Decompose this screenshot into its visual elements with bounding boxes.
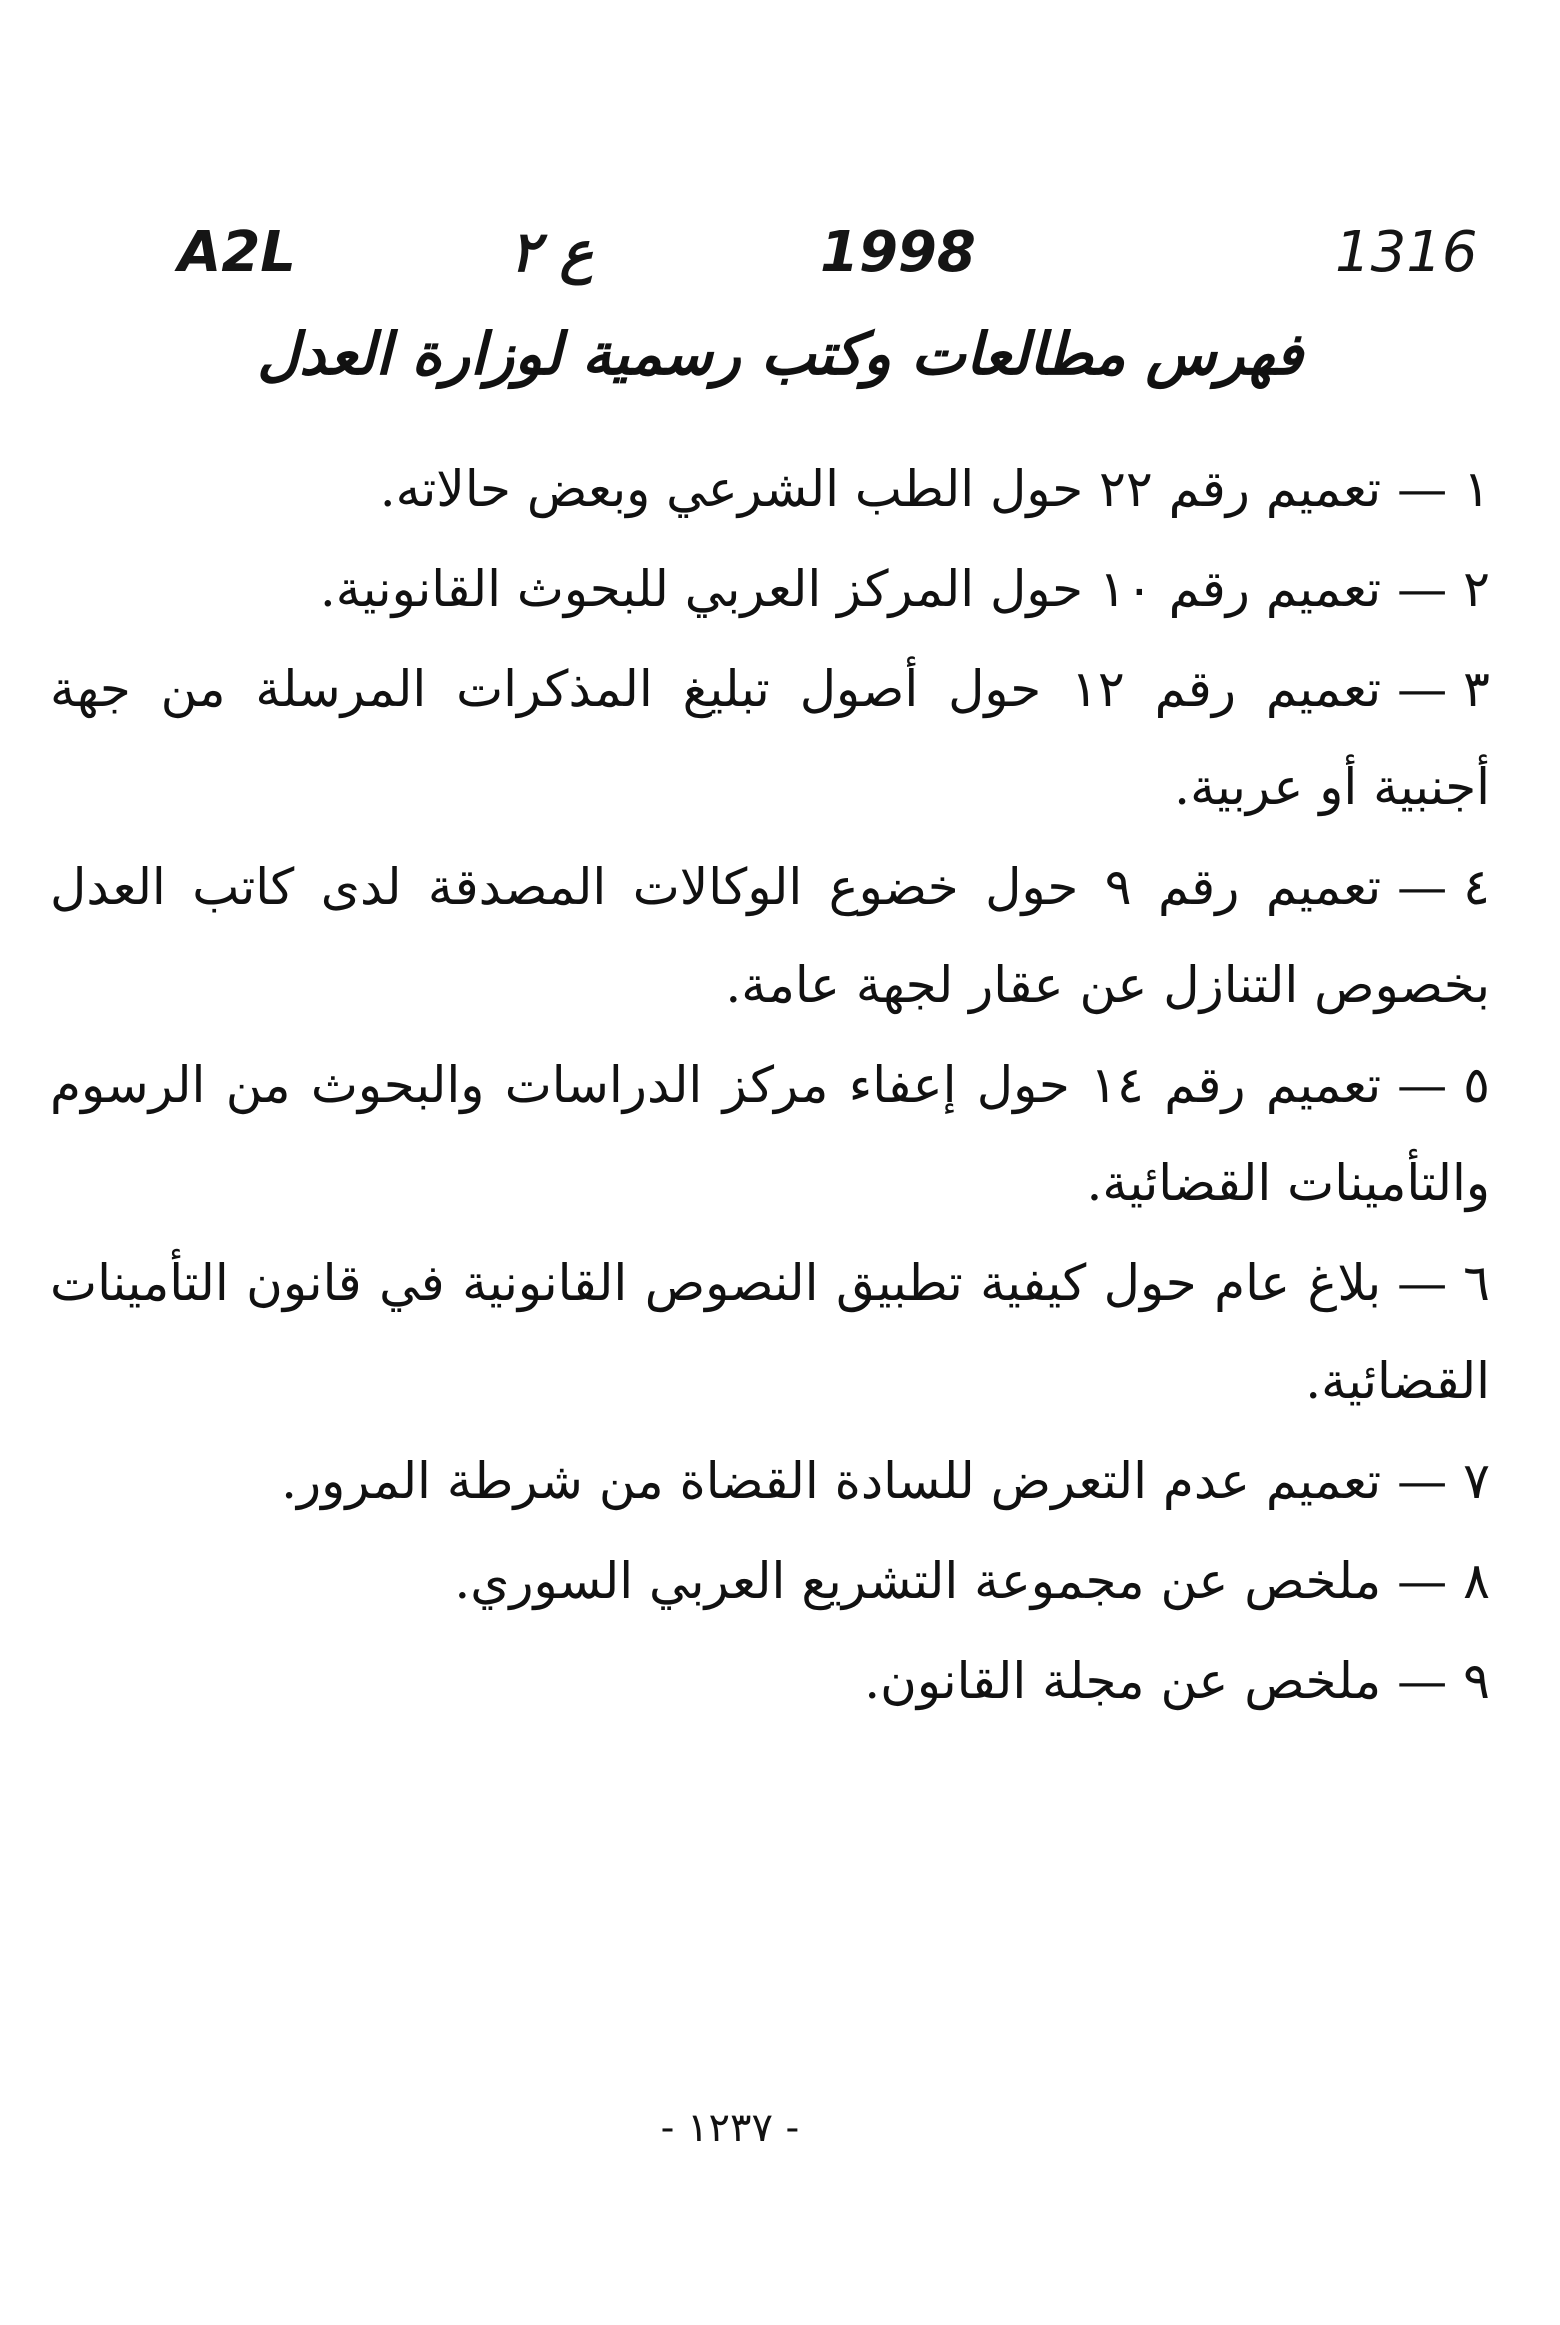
index-list xyxy=(50,440,1490,1732)
item-text: ملخص عن مجموعة التشريع العربي السوري. xyxy=(454,1552,1382,1610)
item-number: ٣ xyxy=(1463,660,1490,718)
page-number: - ١٢٣٧ - xyxy=(660,2105,800,2151)
item-text: ملخص عن مجلة القانون. xyxy=(864,1652,1382,1710)
item-number: ٨ xyxy=(1463,1552,1490,1610)
list-item xyxy=(50,640,1490,836)
item-text: تعميم عدم التعرض للسادة القضاة من شرطة المرور. xyxy=(281,1452,1382,1510)
handwritten-annotation-volume: ع ٢ xyxy=(510,220,593,285)
item-number: ٥ xyxy=(1463,1056,1491,1114)
page-title: فهرس مطالعات وكتب رسمية لوزارة العدل xyxy=(257,320,1303,388)
item-number: ٦ xyxy=(1463,1254,1490,1312)
item-dash: — xyxy=(1397,460,1448,518)
list-item xyxy=(50,1234,1490,1430)
item-dash: — xyxy=(1397,660,1448,718)
item-dash: — xyxy=(1397,1056,1448,1114)
list-item xyxy=(50,540,1490,638)
list-item xyxy=(50,838,1490,1034)
list-item xyxy=(50,1432,1490,1530)
handwritten-annotation-left: A2L xyxy=(178,220,296,285)
item-dash: — xyxy=(1397,1452,1448,1510)
item-dash: — xyxy=(1397,1652,1448,1710)
item-number: ٢ xyxy=(1463,560,1490,618)
list-item xyxy=(50,440,1490,538)
item-text: تعميم رقم ١٠ حول المركز العربي للبحوث القانونية. xyxy=(319,560,1382,618)
list-item xyxy=(50,1632,1490,1730)
item-number: ١ xyxy=(1463,460,1490,518)
item-text: تعميم رقم ٢٢ حول الطب الشرعي وبعض حالاته. xyxy=(379,460,1382,518)
handwritten-annotation-year: 1998 xyxy=(820,220,976,285)
item-dash: — xyxy=(1397,1552,1448,1610)
item-number: ٤ xyxy=(1463,858,1490,916)
handwritten-annotation-code: 1316 xyxy=(1335,220,1478,285)
item-number: ٧ xyxy=(1463,1452,1490,1510)
list-item xyxy=(50,1036,1490,1232)
item-number: ٩ xyxy=(1463,1652,1490,1710)
item-dash: — xyxy=(1397,1254,1448,1312)
item-text: تعميم رقم ٩ حول خضوع الوكالات المصدقة لدى كاتب العدل بخصوص التنازل عن عقار لجهة عامة. xyxy=(50,858,1490,1014)
item-text: تعميم رقم ١٢ حول أصول تبليغ المذكرات المرسلة من جهة أجنبية أو عربية. xyxy=(50,660,1490,816)
list-item xyxy=(50,1532,1490,1630)
item-text: بلاغ عام حول كيفية تطبيق النصوص القانونية في قانون التأمينات القضائية. xyxy=(50,1254,1490,1410)
item-dash: — xyxy=(1397,560,1448,618)
item-text: تعميم رقم ١٤ حول إعفاء مركز الدراسات والبحوث من الرسوم والتأمينات القضائية. xyxy=(50,1056,1490,1212)
item-dash: — xyxy=(1397,858,1448,916)
